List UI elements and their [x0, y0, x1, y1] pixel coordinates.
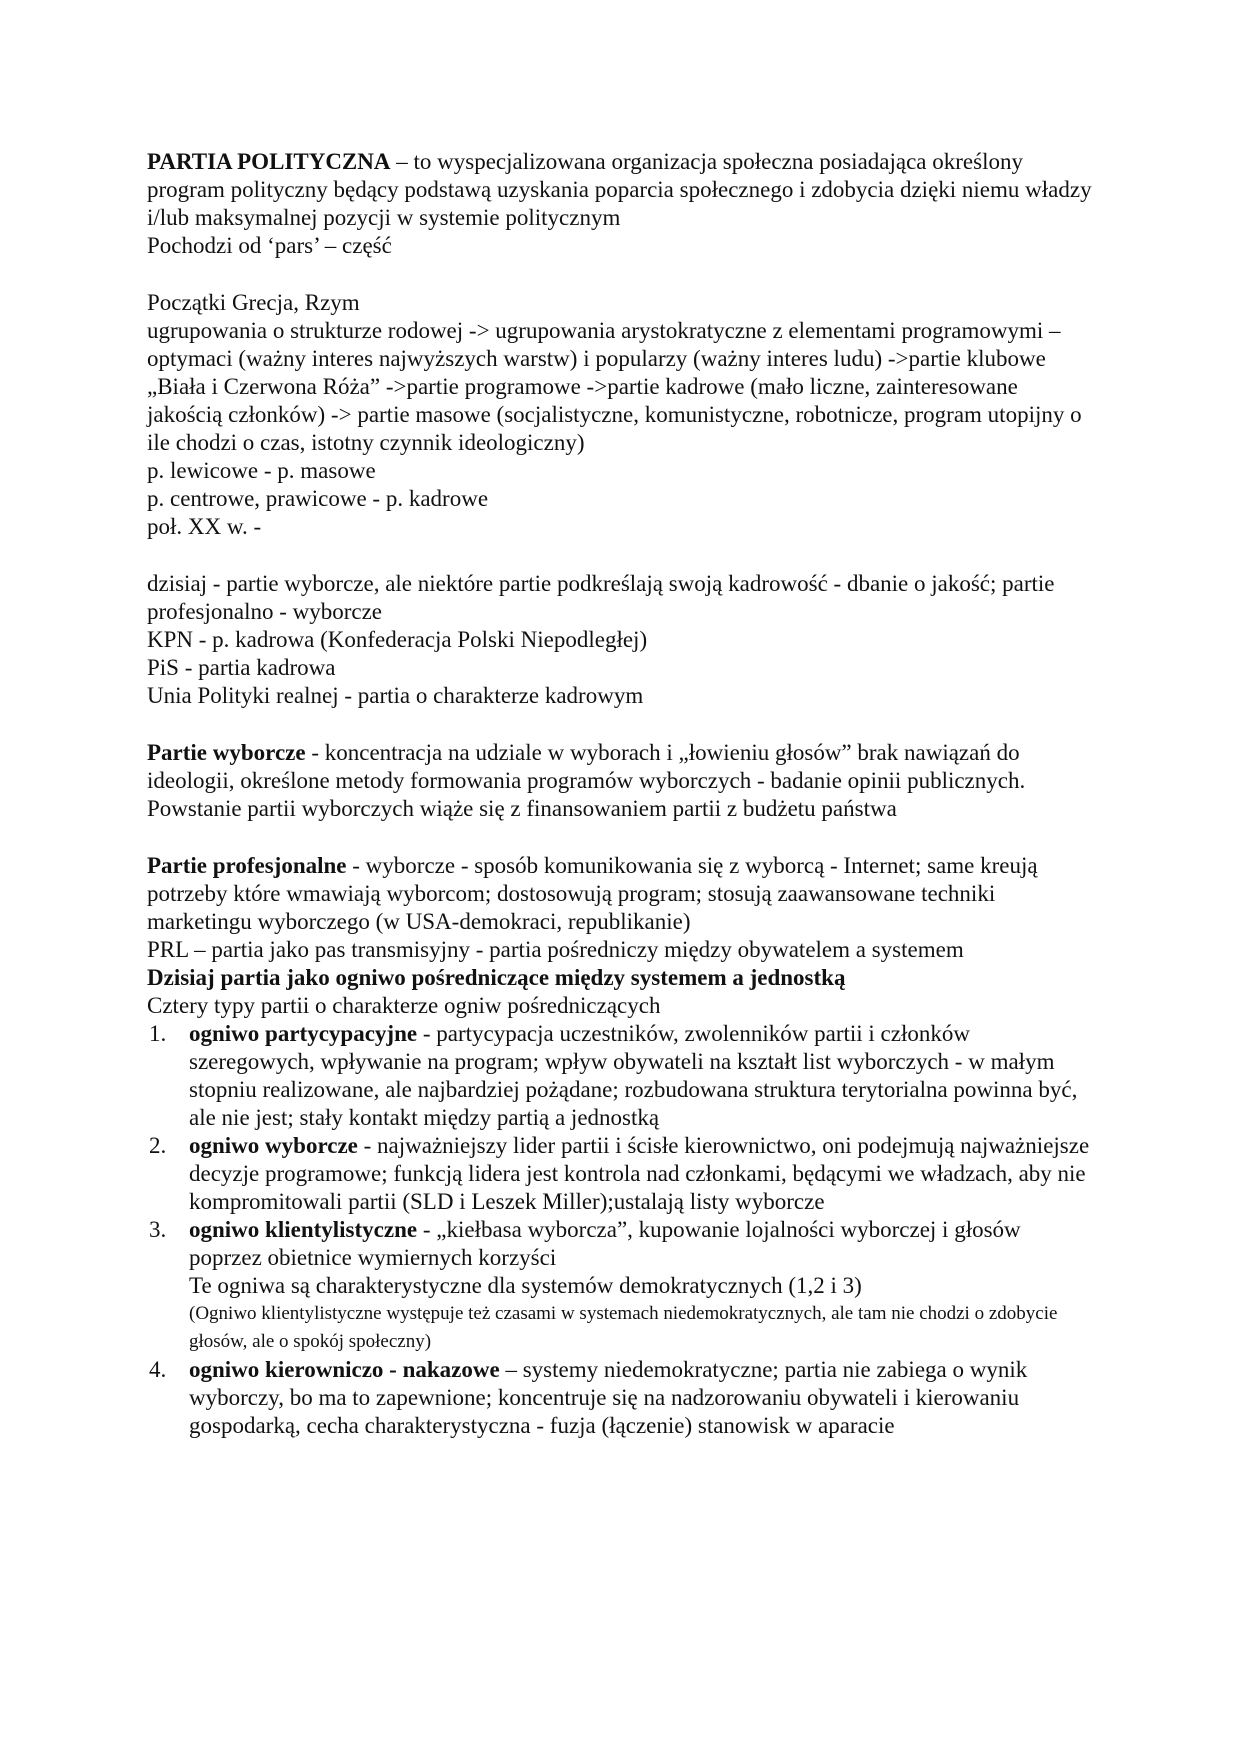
definition-paragraph [147, 148, 1097, 232]
types-intro: Cztery typy partii o charakterze ogniw pośredniczących [147, 993, 661, 1018]
type-term: ogniwo klientylistyczne [189, 1217, 418, 1242]
electoral-paragraph [147, 739, 1097, 823]
type-small-note: (Ogniwo klientylistyczne występuje też czasami w systemach niedemokratycznych, ale tam nie chodzi o zdobycie głosów, ale o spokój społeczny) [189, 1303, 1058, 1352]
spacer [147, 823, 1097, 852]
type-term: ogniwo wyborcze [189, 1133, 358, 1158]
type-text: - partycypacja uczestników, zwolenników partii i członków szeregowych, wpływanie na program; wpływ obywateli na kształt list wyborczych - w małym stopniu realizowane, ale najbardziej pożądane; rozbudowana struktura terytorialna powinna być, ale nie jest; stały kontakt między partią a jednostką [189, 1021, 1078, 1130]
professional-text: - wyborcze - sposób komunikowania się z wyborcą - Internet; same kreują potrzeby które wmawiają wyborcom; dostosowują program; stosują zaawansowane techniki marketingu wyborczego (w USA-demokraci, republikanie) [147, 853, 1038, 934]
beginnings-line: Początki Grecja, Rzym [147, 290, 360, 315]
list-number: 3. [149, 1217, 167, 1242]
professional-term: Partie profesjonalne [147, 853, 347, 878]
history-line: p. lewicowe - p. masowe [147, 458, 376, 483]
today-line: PiS - partia kadrowa [147, 655, 336, 680]
list-item [147, 1132, 1097, 1216]
prl-line: PRL – partia jako pas transmisyjny - partia pośredniczy między obywatelem a systemem [147, 937, 964, 962]
history-line: poł. XX w. - [147, 514, 262, 539]
types-list [147, 1020, 1097, 1440]
history-line: p. centrowe, prawicowe - p. kadrowe [147, 486, 489, 511]
electoral-term: Partie wyborcze [147, 740, 306, 765]
evolution-paragraph: ugrupowania o strukturze rodowej -> ugrupowania arystokratyczne z elementami programowymi – optymaci (ważny interes najwyższych warstw) i popularzy (ważny interes ludu) ->partie klubowe „Biała i Czerwona Róża” ->partie programowe ->partie kadrowe (mało liczne, zainteresowane jakością członków) -> partie masowe (socjalistyczne, komunistyczne, robotnicze, program utopijny o ile chodzi o czas, istotny czynnik ideologiczny) [147, 318, 1082, 455]
section-heading: Dzisiaj partia jako ogniwo pośredniczące między systemem a jednostką [147, 965, 846, 990]
definition-term: PARTIA POLITYCZNA [147, 149, 391, 174]
list-item [147, 1216, 1097, 1356]
list-item [147, 1356, 1097, 1440]
list-number: 4. [149, 1357, 167, 1382]
origin-line: Pochodzi od ‘pars’ – część [147, 233, 392, 258]
today-line: Unia Polityki realnej - partia o charakterze kadrowym [147, 683, 644, 708]
professional-paragraph [147, 852, 1097, 936]
spacer [147, 260, 1097, 289]
list-number: 1. [149, 1021, 167, 1046]
type-text: - najważniejszy lider partii i ścisłe kierownictwo, oni podejmują najważniejsze decyzje programowe; funkcją lidera jest kontrola nad członkami, będącymi we władzach, aby nie kompromitowali partii (SLD i Leszek Miller);ustalają listy wyborcze [189, 1133, 1090, 1214]
type-term: ogniwo partycypacyjne [189, 1021, 418, 1046]
spacer [147, 541, 1097, 570]
type-text: - „kiełbasa wyborcza”, kupowanie lojalności wyborczej i głosów poprzez obietnice wymiernych korzyści [189, 1217, 1021, 1270]
type-text: – systemy niedemokratyczne; partia nie zabiega o wynik wyborczy, bo ma to zapewnione; koncentruje się na nadzorowaniu obywateli i kierowaniu gospodarką, cecha charakterystyczna - fuzja (łączenie) stanowisk w aparacie [189, 1357, 1028, 1438]
definition-text: – to wyspecjalizowana organizacja społeczna posiadająca określony program polityczny będący podstawą uzyskania poparcia społecznego i zdobycia dzięki niemu władzy i/lub maksymalnej pozycji w systemie politycznym [147, 149, 1092, 230]
today-line: KPN - p. kadrowa (Konfederacja Polski Niepodległej) [147, 627, 648, 652]
spacer [147, 710, 1097, 739]
type-term: ogniwo kierowniczo - nakazowe [189, 1357, 500, 1382]
today-paragraph: dzisiaj - partie wyborcze, ale niektóre partie podkreślają swoją kadrowość - dbanie o jakość; partie profesjonalno - wyborcze [147, 571, 1055, 624]
list-item [147, 1020, 1097, 1132]
list-number: 2. [149, 1133, 167, 1158]
type-note: Te ogniwa są charakterystyczne dla systemów demokratycznych (1,2 i 3) [189, 1273, 862, 1298]
document-content [147, 148, 1097, 1440]
electoral-text: - koncentracja na udziale w wyborach i „łowieniu głosów” brak nawiązań do ideologii, określone metody formowania programów wyborczych - badanie opinii publicznych. Powstanie partii wyborczych wiąże się z finansowaniem partii z budżetu państwa [147, 740, 1026, 821]
